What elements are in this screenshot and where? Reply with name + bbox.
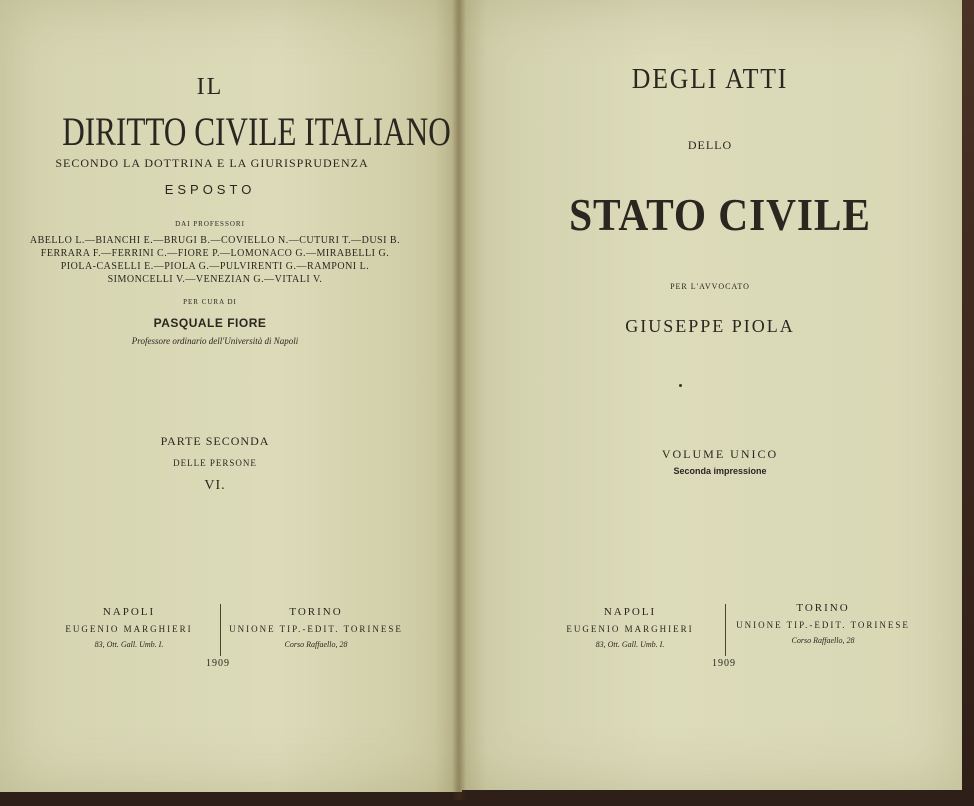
left-delle-persone: DELLE PERSONE	[173, 458, 257, 468]
right-imprint-torino	[732, 602, 914, 645]
right-degli-atti: DEGLI ATTI	[631, 64, 789, 95]
right-main-title: STATO CIVILE	[569, 189, 871, 240]
book-gutter	[452, 0, 466, 800]
right-volume: VOLUME UNICO	[661, 447, 779, 461]
imprint-publisher: UNIONE TIP.-EDIT. TORINESE	[229, 624, 403, 634]
author-line: ABELLO L.—BIANCHI E.—BRUGI B.—COVIELLO N.—CUTURI T.—DUSI B.	[29, 235, 401, 246]
imprint-city: TORINO	[796, 602, 850, 614]
imprint-address: Corso Raffaello, 28	[284, 640, 348, 649]
imprint-publisher: EUGENIO MARGHIERI	[65, 624, 193, 634]
imprint-address: 83, Ott. Gall. Umb. I.	[94, 640, 164, 649]
author-line: PIOLA-CASELLI E.—PIOLA G.—PULVIRENTI G.—RAMPONI L.	[60, 261, 370, 272]
left-authors-list	[20, 234, 410, 286]
right-page	[456, 0, 962, 790]
imprint-city: NAPOLI	[102, 606, 156, 618]
imprint-divider	[220, 604, 221, 656]
left-editor-title: Professore ordinario dell'Università di Napoli	[131, 336, 299, 346]
author-line: SIMONCELLI V.—VENEZIAN G.—VITALI V.	[107, 274, 323, 285]
imprint-city: NAPOLI	[603, 606, 657, 618]
right-imprint-year: 1909	[712, 658, 736, 669]
right-per-avvocato: PER L'AVVOCATO	[670, 282, 750, 291]
imprint-address: 83, Ott. Gall. Umb. I.	[595, 640, 665, 649]
decorative-dot	[679, 384, 682, 387]
left-imprint-torino	[226, 606, 406, 649]
left-imprint-year: 1909	[206, 658, 230, 669]
left-per-cura-di: PER CURA DI	[183, 298, 237, 306]
imprint-address: Corso Raffaello, 28	[791, 636, 855, 645]
right-impressione: Seconda impressione	[673, 466, 767, 476]
left-volume-number: VI.	[204, 478, 226, 493]
imprint-divider	[725, 604, 726, 656]
right-author-name: GIUSEPPE PIOLA	[625, 316, 795, 336]
right-imprint-napoli	[545, 606, 715, 649]
author-line: FERRARA F.—FERRINI C.—FIORE P.—LOMONACO G.—MIRABELLI G.	[40, 248, 390, 259]
left-dai-professori: DAI PROFESSORI	[175, 220, 245, 228]
left-imprint-napoli	[44, 606, 214, 649]
left-esposto: ESPOSTO	[164, 182, 256, 197]
left-main-title: DIRITTO CIVILE ITALIANO	[62, 109, 451, 154]
left-subtitle: SECONDO LA DOTTRINA E LA GIURISPRUDENZA	[55, 156, 369, 170]
left-title-il: IL	[196, 74, 224, 100]
right-dello: DELLO	[687, 138, 733, 152]
left-parte: PARTE SECONDA	[160, 434, 270, 448]
imprint-city: TORINO	[289, 606, 343, 618]
left-editor-name: PASQUALE FIORE	[153, 316, 267, 330]
imprint-publisher: EUGENIO MARGHIERI	[566, 624, 694, 634]
imprint-publisher: UNIONE TIP.-EDIT. TORINESE	[736, 620, 910, 630]
